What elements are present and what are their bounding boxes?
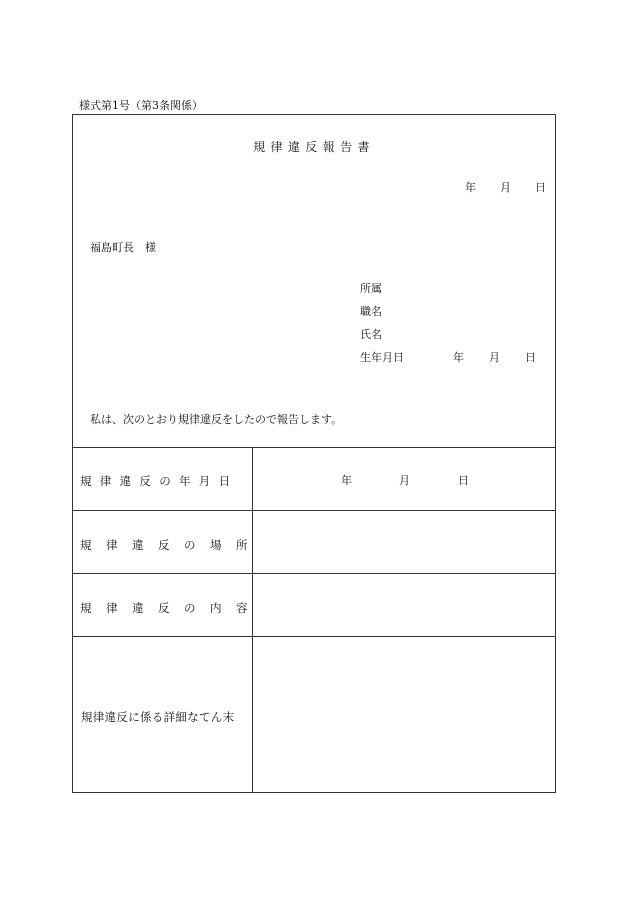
violation-date-year: 年	[341, 474, 352, 487]
position-label: 職名	[360, 305, 382, 318]
birth-month: 月	[489, 351, 500, 364]
table-row-divider	[73, 573, 555, 574]
report-date-month: 月	[500, 181, 511, 194]
table-row-divider	[73, 510, 555, 511]
form-number: 様式第1号（第3条関係）	[79, 99, 203, 112]
birth-day: 日	[525, 351, 536, 364]
statement: 私は、次のとおり規律違反をしたので報告します。	[90, 413, 343, 426]
table-column-divider	[252, 447, 253, 792]
birthdate-label: 生年月日	[360, 351, 404, 364]
report-form	[72, 114, 556, 793]
affiliation-label: 所属	[360, 282, 382, 295]
violation-date-label-text: 規律違反の年月日	[80, 474, 239, 488]
violation-date-month: 月	[399, 474, 410, 487]
table-top-line	[73, 447, 555, 448]
violation-content-label: 規律違反の内容	[80, 601, 262, 615]
name-label: 氏名	[360, 328, 382, 341]
violation-details-label: 規律違反に係る詳細なてん末	[81, 710, 235, 724]
report-date-year: 年	[465, 181, 476, 194]
violation-place-label: 規律違反の場所	[80, 538, 262, 552]
birth-year: 年	[453, 351, 464, 364]
violation-date-day: 日	[458, 474, 469, 487]
form-title: 規律違反報告書	[253, 140, 375, 154]
table-row-divider	[73, 636, 555, 637]
violation-date-label	[80, 473, 246, 489]
report-date-day: 日	[535, 181, 546, 194]
addressee: 福島町長 様	[90, 241, 156, 254]
